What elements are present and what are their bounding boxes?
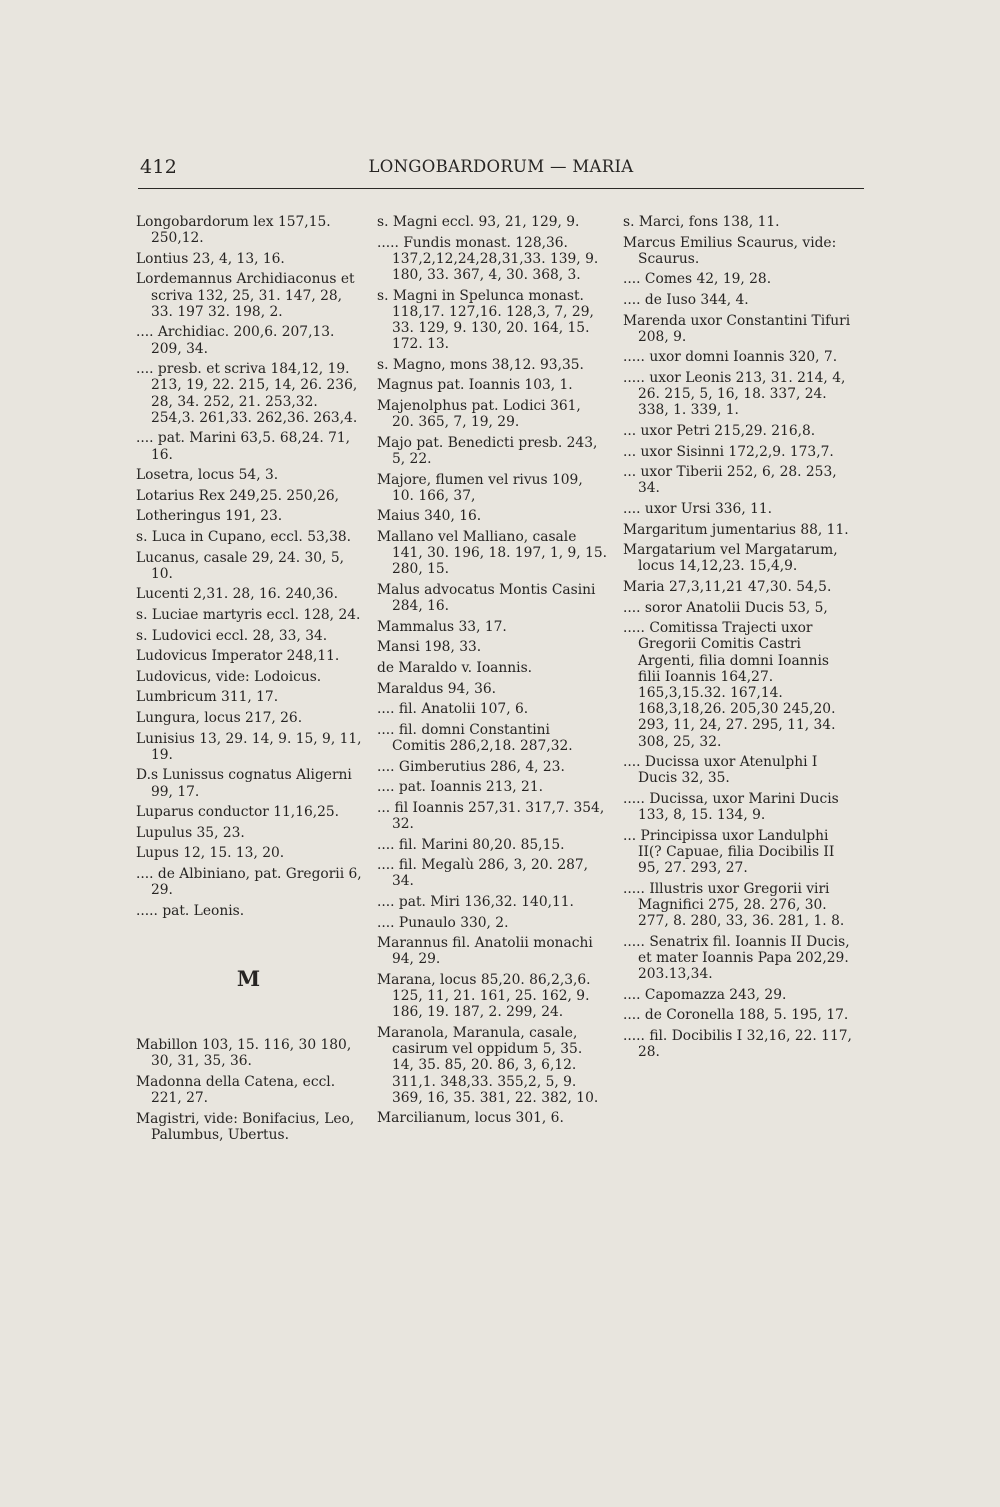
index-entry: Maria 27,3,11,21 47,30. 54,5. [623, 578, 832, 595]
index-entry: Longobardorum lex 157,15. 250,12. [136, 214, 331, 247]
index-entry: s. Luciae martyris eccl. 128, 24. [136, 606, 361, 623]
index-entry: s. Luca in Cupano, eccl. 53,38. [136, 528, 352, 545]
page-number: 412 [140, 156, 178, 178]
index-entry: D.s Lunissus cognatus Aligerni 99, 17. [136, 767, 352, 800]
index-entry: Marcus Emilius Scaurus, vide: Scaurus. [623, 234, 837, 267]
index-entry: Luparus conductor 11,16,25. [136, 804, 340, 821]
index-column-middle [377, 214, 607, 1131]
index-entry: .... pat. Marini 63,5. 68,24. 71, 16. [136, 430, 351, 463]
index-entry: Losetra, locus 54, 3. [136, 467, 279, 484]
index-entry: Lumbricum 311, 17. [136, 689, 279, 706]
index-entry: .... fil. Anatolii 107, 6. [377, 701, 529, 718]
index-entry: Lucenti 2,31. 28, 16. 240,36. [136, 586, 338, 603]
index-entry: .... fil. Marini 80,20. 85,15. [377, 836, 565, 853]
index-entry: .... Archidiac. 200,6. 207,13. 209, 34. [136, 324, 335, 357]
index-entry: .... presb. et scriva 184,12, 19. 213, 19, 22. 215, 14, 26. 236, 28, 34. 252, 21. 253,32. 254,3. 261,33. 262,36. 263,4. [136, 361, 358, 426]
index-entry: ..... pat. Leonis. [136, 902, 245, 919]
index-entry: Lordemannus Archidiaconus et scriva 132, 25, 31. 147, 28, 33. 197 32. 198, 2. [136, 271, 355, 320]
index-entry: Malus advocatus Montis Casini 284, 16. [377, 581, 596, 615]
index-entry: Magnus pat. Ioannis 103, 1. [377, 377, 573, 394]
index-entry: Lucanus, casale 29, 24. 30, 5, 10. [136, 549, 344, 582]
index-entry: .... fil. Megalù 286, 3, 20. 287, 34. [377, 857, 589, 890]
index-entry: .... soror Anatolii Ducis 53, 5, [623, 599, 828, 616]
index-column-right [623, 214, 853, 1065]
index-entry: ..... fil. Docibilis I 32,16, 22. 117, 28. [623, 1027, 852, 1061]
index-entry: .... fil. domni Constantini Comitis 286,2,18. 287,32. [377, 721, 573, 754]
index-entry: .... Comes 42, 19, 28. [623, 271, 772, 288]
index-entry: Lotheringus 191, 23. [136, 508, 283, 525]
index-entry: Magistri, vide: Bonifacius, Leo, Palumbus, Ubertus. [136, 1110, 355, 1143]
index-entry: ..... Fundis monast. 128,36. 137,2,12,24,28,31,33. 139, 9. 180, 33. 367, 4, 30. 368, 3. [377, 234, 599, 283]
index-entry: s. Magno, mons 38,12. 93,35. [377, 356, 584, 373]
index-column-left [136, 214, 362, 1147]
index-entry: Lupus 12, 15. 13, 20. [136, 845, 285, 862]
index-entry: Ludovicus, vide: Lodoicus. [136, 668, 322, 685]
index-entry: .... pat. Ioannis 213, 21. [377, 779, 543, 796]
index-entry: Maranola, Maranula, casale, casirum vel oppidum 5, 35. 14, 35. 85, 20. 86, 3, 6,12. 311,1. 348,33. 355,2, 5, 9. 369, 16, 35. 381, 22. 382, 10. [377, 1024, 599, 1106]
index-entry: ..... uxor domni Ioannis 320, 7. [623, 349, 838, 366]
index-entry: ... Principissa uxor Landulphi II(? Capuae, filia Docibilis II 95, 27. 293, 27. [623, 827, 835, 877]
index-entry: Majo pat. Benedicti presb. 243, 5, 22. [377, 434, 598, 467]
index-entry: .... Gimberutius 286, 4, 23. [377, 758, 565, 775]
index-entry: s. Magni in Spelunca monast. 118,17. 127,16. 128,3, 7, 29, 33. 129, 9. 130, 20. 164, 15. 172. 13. [377, 287, 594, 353]
index-entry: Marenda uxor Constantini Tifuri 208, 9. [623, 312, 851, 345]
index-entry: de Maraldo v. Ioannis. [377, 659, 533, 676]
index-entry: .... uxor Ursi 336, 11. [623, 500, 773, 517]
index-entry: Mansi 198, 33. [377, 639, 482, 656]
index-entry: Madonna della Catena, eccl. 221, 27. [136, 1073, 336, 1107]
index-entry: ... uxor Sisinni 172,2,9. 173,7. [623, 443, 834, 460]
page-header [140, 156, 862, 180]
index-entry: ..... Comitissa Trajecti uxor Gregorii Comitis Castri Argenti, filia domni Ioannis filii Ioannis 164,27. 165,3,15.32. 167,14. 168,3,18,26. 205,30 245,20. 293, 11, 24, 27. 295, 11, 34. 308, 25, 32. [623, 620, 836, 750]
index-entry: Margatarium vel Margatarum, locus 14,12,23. 15,4,9. [623, 542, 838, 575]
index-entry: .... Ducissa uxor Atenulphi I Ducis 32, 35. [623, 754, 818, 787]
index-entry: Lupulus 35, 23. [136, 824, 245, 841]
index-entry: ... uxor Petri 215,29. 216,8. [623, 422, 816, 439]
index-entry: ... fil Ioannis 257,31. 317,7. 354, 32. [377, 799, 605, 832]
index-entry: Mabillon 103, 15. 116, 30 180, 30, 31, 35, 36. [136, 1037, 352, 1070]
entries-after-letter [136, 1037, 362, 1143]
index-entry: ..... Senatrix fil. Ioannis II Ducis, et mater Ioannis Papa 202,29. 203.13,34. [623, 933, 850, 983]
index-entry: .... pat. Miri 136,32. 140,11. [377, 893, 574, 910]
index-entry: s. Ludovici eccl. 28, 33, 34. [136, 627, 328, 644]
index-entry: Maraldus 94, 36. [377, 680, 497, 697]
running-title: LONGOBARDORUM — MARIA [368, 157, 634, 176]
index-entry: Lontius 23, 4, 13, 16. [136, 250, 285, 267]
index-entry: .... de Albiniano, pat. Gregorii 6, 29. [136, 865, 362, 899]
index-entry: .... Capomazza 243, 29. [623, 986, 787, 1003]
index-entry: Lungura, locus 217, 26. [136, 709, 303, 726]
index-entry: .... de Coronella 188, 5. 195, 17. [623, 1007, 849, 1024]
index-entry: Marcilianum, locus 301, 6. [377, 1110, 564, 1127]
header-rule [138, 188, 864, 189]
index-entry: ..... Ducissa, uxor Marini Ducis 133, 8, 15. 134, 9. [623, 790, 839, 824]
index-entry: s. Marci, fons 138, 11. [623, 214, 780, 230]
index-entry: .... de Iuso 344, 4. [623, 291, 749, 308]
index-entry: s. Magni eccl. 93, 21, 129, 9. [377, 214, 580, 230]
index-entry: Majenolphus pat. Lodici 361, 20. 365, 7, 19, 29. [377, 397, 581, 431]
index-entry: Lunisius 13, 29. 14, 9. 15, 9, 11, 19. [136, 730, 362, 763]
index-entry: Mallano vel Malliano, casale 141, 30. 196, 18. 197, 1, 9, 15. 280, 15. [377, 528, 608, 578]
section-letter: M [236, 965, 262, 991]
entries-before-letter [136, 214, 362, 919]
index-entry: Mammalus 33, 17. [377, 618, 507, 635]
index-entry: Ludovicus Imperator 248,11. [136, 648, 340, 665]
index-entry: .... Punaulo 330, 2. [377, 914, 509, 931]
index-entry: Lotarius Rex 249,25. 250,26, [136, 487, 340, 504]
index-entry: ..... Illustris uxor Gregorii viri Magnifici 275, 28. 276, 30. 277, 8. 280, 33, 36. 281, 1. 8. [623, 880, 845, 930]
index-entry: Marana, locus 85,20. 86,2,3,6. 125, 11, 21. 161, 25. 162, 9. 186, 19. 187, 2. 299, 24. [377, 971, 591, 1021]
index-entry: Majore, flumen vel rivus 109, 10. 166, 37, [377, 471, 583, 504]
index-entry: Margaritum jumentarius 88, 11. [623, 521, 849, 538]
index-entry: ... uxor Tiberii 252, 6, 28. 253, 34. [623, 464, 837, 497]
index-entry: Maius 340, 16. [377, 508, 482, 525]
index-entry: ..... uxor Leonis 213, 31. 214, 4, 26. 215, 5, 16, 18. 337, 24. 338, 1. 339, 1. [623, 369, 846, 419]
index-entry: Marannus fil. Anatolii monachi 94, 29. [377, 935, 593, 968]
